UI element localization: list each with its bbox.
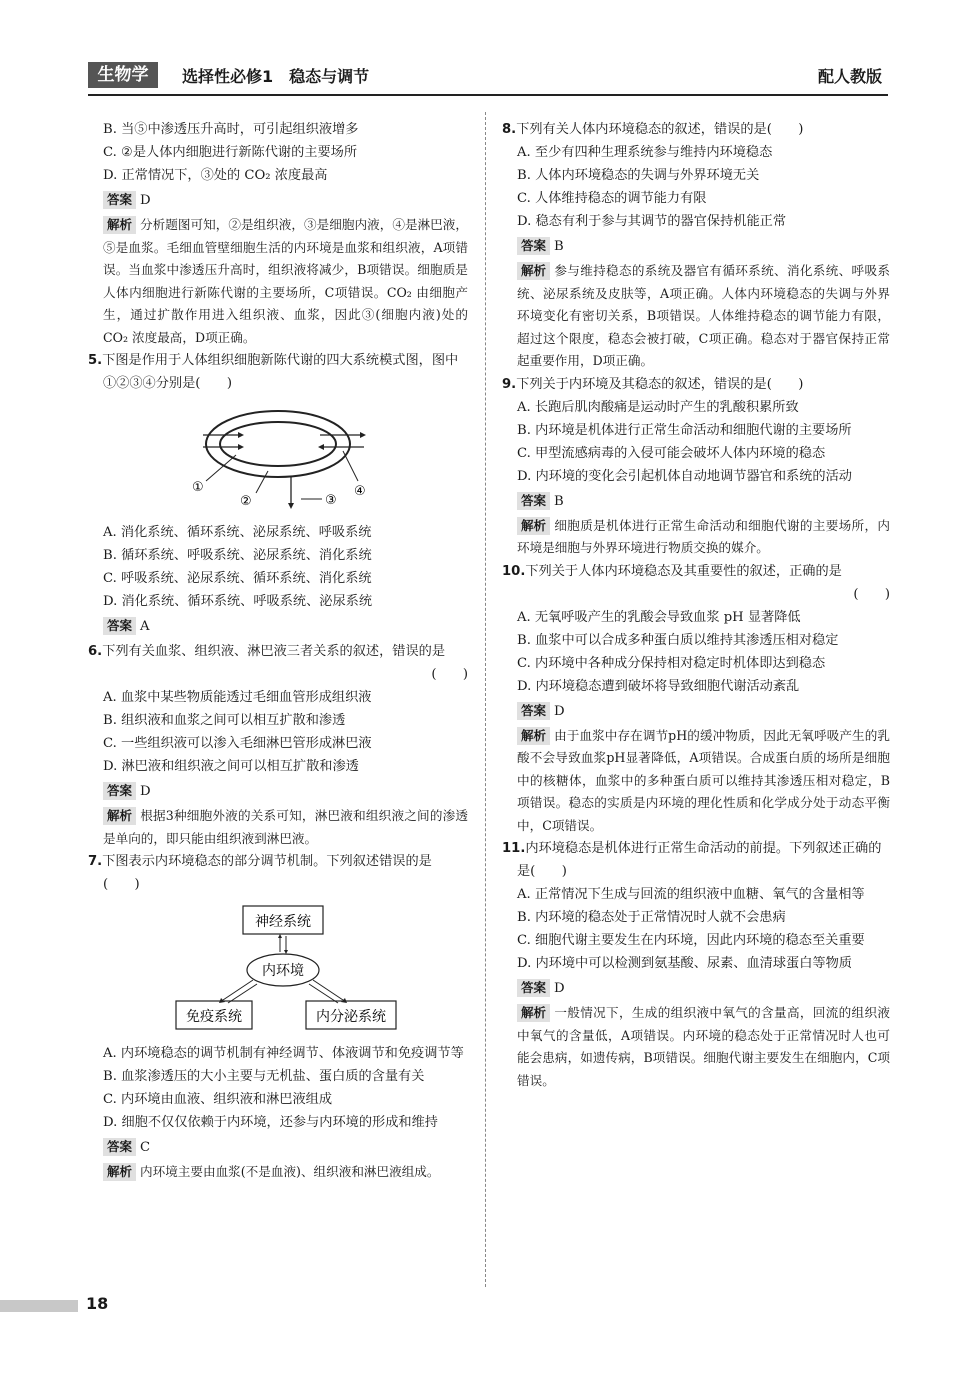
q6-option-d: D. 淋巴液和组织液之间可以相互扩散和渗透 <box>103 759 359 774</box>
q9-option-d: D. 内环境的变化会引起机体自动地调节器官和系统的活动 <box>517 468 852 484</box>
answer-label: 答案 <box>517 979 550 997</box>
footer-bar <box>0 1300 78 1312</box>
q8-analysis <box>517 260 890 373</box>
q4-option-c: C. ②是人体内细胞进行新陈代谢的主要场所 <box>103 145 358 160</box>
q10-option-a: A. 无氧呼吸产生的乳酸会导致血浆 pH 显著降低 <box>517 609 801 625</box>
q4-analysis <box>103 214 468 349</box>
q5-answer-value: A <box>140 619 150 634</box>
q10-number: 10. <box>502 563 526 579</box>
outer-ellipse <box>206 411 350 477</box>
q6-answer-value: D <box>140 784 151 799</box>
fig-label-1: ① <box>192 480 204 495</box>
q10-option-c: C. 内环境中各种成分保持相对稳定时机体即达到稳态 <box>517 655 826 671</box>
q9-analysis <box>517 515 890 560</box>
q6-answer <box>103 780 468 803</box>
inner-ellipse <box>220 422 336 466</box>
q7-number: 7. <box>88 854 103 869</box>
q10-option-d: D. 内环境稳态遭到破坏将导致细胞代谢活动紊乱 <box>517 678 800 694</box>
fig-label-4: ④ <box>354 484 366 499</box>
q9-answer <box>517 490 890 513</box>
q11-analysis-text: 一般情况下，生成的组织液中氧气的含量高，回流的组织液中氧气的含量低，A项错误。内环境的稳态处于正常情况时人也可能会患病，如遗传病，B项错误。细胞代谢主要发生在细胞内，C项错误。 <box>517 1005 890 1088</box>
q8-stem <box>502 118 890 141</box>
q7-option-c: C. 内环境由血液、组织液和淋巴液组成 <box>103 1092 333 1107</box>
page-header <box>88 58 888 96</box>
leader-2 <box>256 471 268 493</box>
q11-stem <box>502 837 890 883</box>
q4-option-b: B. 当⑤中渗透压升高时，可引起组织液增多 <box>103 122 359 137</box>
fig-label-3: ③ <box>325 493 337 508</box>
q4-answer-value: D <box>140 193 151 208</box>
arrowhead-1a <box>238 432 244 438</box>
q10-paren: ( ) <box>853 586 890 602</box>
q4-answer <box>103 189 468 212</box>
q7-option-a: A. 内环境稳态的调节机制有神经调节、体液调节和免疫调节等 <box>103 1046 464 1061</box>
q8-option-a: A. 至少有四种生理系统参与维持内环境稳态 <box>517 145 773 160</box>
q9-option-b: B. 内环境是机体进行正常生命活动和细胞代谢的主要场所 <box>517 422 852 438</box>
q10-answer-value: D <box>554 703 565 719</box>
q5-answer <box>103 615 468 638</box>
arrowhead-1b <box>238 444 244 450</box>
q5-option-b: B. 循环系统、呼吸系统、泌尿系统、消化系统 <box>103 548 372 563</box>
leader-1 <box>206 455 236 481</box>
systems-diagram <box>88 399 468 509</box>
q4-option-d: D. 正常情况下，③处的 CO₂ 浓度最高 <box>103 168 328 183</box>
arrowhead-down <box>284 950 288 954</box>
q10-analysis-text: 由于血浆中存在调节pH的缓冲物质，因此无氧呼吸产生的乳酸不会导致血浆pH显著降低，A项错误。合成蛋白质的场所是细胞中的核糖体，血浆中的多种蛋白质可以维持其渗透压相对稳定，B项错误。稳态的实质是内环境的理化性质和化学成分处于动态平衡中，C项错误。 <box>517 727 890 833</box>
q10-option-b: B. 血浆中可以合成多种蛋白质以维持其渗透压相对稳定 <box>517 632 839 648</box>
q8-stem-text: 下列有关人体内环境稳态的叙述，错误的是( ) <box>516 122 804 137</box>
q8-answer-value: B <box>554 239 564 254</box>
q8-analysis-text: 参与维持稳态的系统及器官有循环系统、消化系统、呼吸系统、泌尿系统及皮肤等，A项正确。人体内环境稳态的失调与外界环境变化有密切关系，B项错误。人体维持稳态的调节能力有限，超过这个限度，稳态会被打破，C项正确。稳态对于器官保持正常起重要作用，D项正确。 <box>517 263 890 368</box>
q8-number: 8. <box>502 122 517 137</box>
q8-answer <box>517 235 890 258</box>
analysis-label: 解析 <box>517 1004 550 1022</box>
q11-option-d: D. 内环境中可以检测到氨基酸、尿素、血清球蛋白等物质 <box>517 956 852 971</box>
q9-answer-value: B <box>554 493 564 509</box>
left-column <box>88 118 468 1184</box>
answer-label: 答案 <box>103 191 136 209</box>
q8-option-d: D. 稳态有利于参与其调节的器官保持机能正常 <box>517 214 787 229</box>
answer-label: 答案 <box>103 782 136 800</box>
q11-option-c: C. 细胞代谢主要发生在内环境，因此内环境的稳态至关重要 <box>517 933 865 948</box>
q6-analysis <box>103 805 468 850</box>
q9-option-c: C. 甲型流感病毒的入侵可能会破坏人体内环境的稳态 <box>517 445 826 461</box>
answer-label: 答案 <box>103 617 136 635</box>
q10-stem <box>502 560 890 583</box>
q10-stem-text: 下列关于人体内环境稳态及其重要性的叙述，正确的是 <box>525 563 842 579</box>
arrowhead-4b <box>318 444 324 450</box>
q6-stem-text: 下列有关血浆、组织液、淋巴液三者关系的叙述，错误的是 <box>102 644 446 659</box>
q11-stem-text: 内环境稳态是机体进行正常生命活动的前提。下列叙述正确的是( ) <box>517 841 882 879</box>
arrowhead-4a <box>360 432 366 438</box>
arrowhead-3 <box>288 503 294 509</box>
q5-option-c: C. 呼吸系统、泌尿系统、循环系统、消化系统 <box>103 571 372 586</box>
label-immune: 免疫系统 <box>186 1009 242 1025</box>
q11-answer-value: D <box>554 981 565 996</box>
q6-analysis-text: 根据3种细胞外液的关系可知，淋巴液和组织液之间的渗透是单向的，即只能由组织液到淋巴液。 <box>103 808 468 846</box>
analysis-label: 解析 <box>517 262 550 280</box>
q7-figure <box>88 900 468 1038</box>
q5-figure <box>88 399 468 517</box>
analysis-label: 解析 <box>103 1163 136 1181</box>
q10-answer <box>517 700 890 723</box>
answer-label: 答案 <box>517 492 550 510</box>
analysis-label: 解析 <box>517 727 550 745</box>
q11-option-b: B. 内环境的稳态处于正常情况时人就不会患病 <box>517 910 786 925</box>
q5-option-a: A. 消化系统、循环系统、泌尿系统、呼吸系统 <box>103 525 372 540</box>
q6-option-a: A. 血浆中某些物质能透过毛细血管形成组织液 <box>103 690 372 705</box>
q10-analysis <box>517 725 890 838</box>
label-nervous: 神经系统 <box>255 914 311 930</box>
answer-label: 答案 <box>517 702 550 720</box>
edition-label: 配人教版 <box>817 67 882 86</box>
q6-stem <box>88 640 468 663</box>
q9-stem <box>502 373 890 396</box>
analysis-label: 解析 <box>517 517 550 535</box>
q7-answer <box>103 1136 468 1159</box>
q9-analysis-text: 细胞质是机体进行正常生命活动和细胞代谢的主要场所，内环境是细胞与外界环境进行物质交换的媒介。 <box>517 517 890 555</box>
book-title: 选择性必修1 稳态与调节 <box>182 67 370 86</box>
leader-4 <box>343 451 358 481</box>
q11-option-a: A. 正常情况下生成与回流的组织液中血糖、氧气的含量相等 <box>517 887 865 902</box>
q6-number: 6. <box>88 644 103 659</box>
analysis-label: 解析 <box>103 216 136 234</box>
answer-label: 答案 <box>517 237 550 255</box>
q4-analysis-text: 分析题图可知，②是组织液，③是细胞内液，④是淋巴液，⑤是血浆。毛细血管壁细胞生活的内环境是血浆和组织液，A项错误。当血浆中渗透压升高时，组织液将减少，B项错误。细胞质是人体内细胞进行新陈代谢的主要场所，C项错误。CO₂ 由细胞产生，通过扩散作用进入组织液、血浆，因此③(细胞内液)处的 CO₂ 浓度最高，D项正确。 <box>103 217 468 345</box>
q6-option-c: C. 一些组织液可以渗入毛细淋巴管形成淋巴液 <box>103 736 372 751</box>
regulation-diagram <box>88 900 468 1030</box>
subject-badge: 生物学 <box>88 62 158 88</box>
q7-option-d: D. 细胞不仅仅依赖于内环境，还参与内环境的形成和维持 <box>103 1115 438 1130</box>
answer-label: 答案 <box>103 1138 136 1156</box>
page-number: 18 <box>86 1294 109 1313</box>
q8-option-c: C. 人体维持稳态的调节能力有限 <box>517 191 707 206</box>
q6-option-b: B. 组织液和血浆之间可以相互扩散和渗透 <box>103 713 346 728</box>
q7-answer-value: C <box>140 1140 151 1155</box>
q5-option-d: D. 消化系统、循环系统、呼吸系统、泌尿系统 <box>103 594 373 609</box>
column-divider <box>485 112 486 1287</box>
q11-answer <box>517 977 890 1000</box>
q5-stem-text: 下图是作用于人体组织细胞新陈代谢的四大系统模式图，图中①②③④分别是( ) <box>102 353 459 391</box>
right-column <box>502 118 890 1092</box>
q7-stem-text: 下图表示内环境稳态的部分调节机制。下列叙述错误的是( ) <box>102 854 432 892</box>
q6-paren: ( ) <box>431 667 468 682</box>
q11-number: 11. <box>502 841 526 856</box>
analysis-label: 解析 <box>103 807 136 825</box>
q5-number: 5. <box>88 353 103 368</box>
q7-stem <box>88 850 468 896</box>
fig-label-2: ② <box>240 494 252 509</box>
q7-analysis <box>103 1161 468 1184</box>
q8-option-b: B. 人体内环境稳态的失调与外界环境无关 <box>517 168 760 183</box>
q9-number: 9. <box>502 376 517 392</box>
label-internal: 内环境 <box>262 963 304 979</box>
q11-analysis <box>517 1002 890 1092</box>
q7-option-b: B. 血浆渗透压的大小主要与无机盐、蛋白质的含量有关 <box>103 1069 425 1084</box>
q5-stem <box>88 349 468 395</box>
q7-analysis-text: 内环境主要由血浆(不是血液)、组织液和淋巴液组成。 <box>140 1164 440 1179</box>
label-endocrine: 内分泌系统 <box>316 1009 386 1025</box>
q9-stem-text: 下列关于内环境及其稳态的叙述，错误的是( ) <box>516 376 804 392</box>
q9-option-a: A. 长跑后肌肉酸痛是运动时产生的乳酸积累所致 <box>517 399 799 415</box>
